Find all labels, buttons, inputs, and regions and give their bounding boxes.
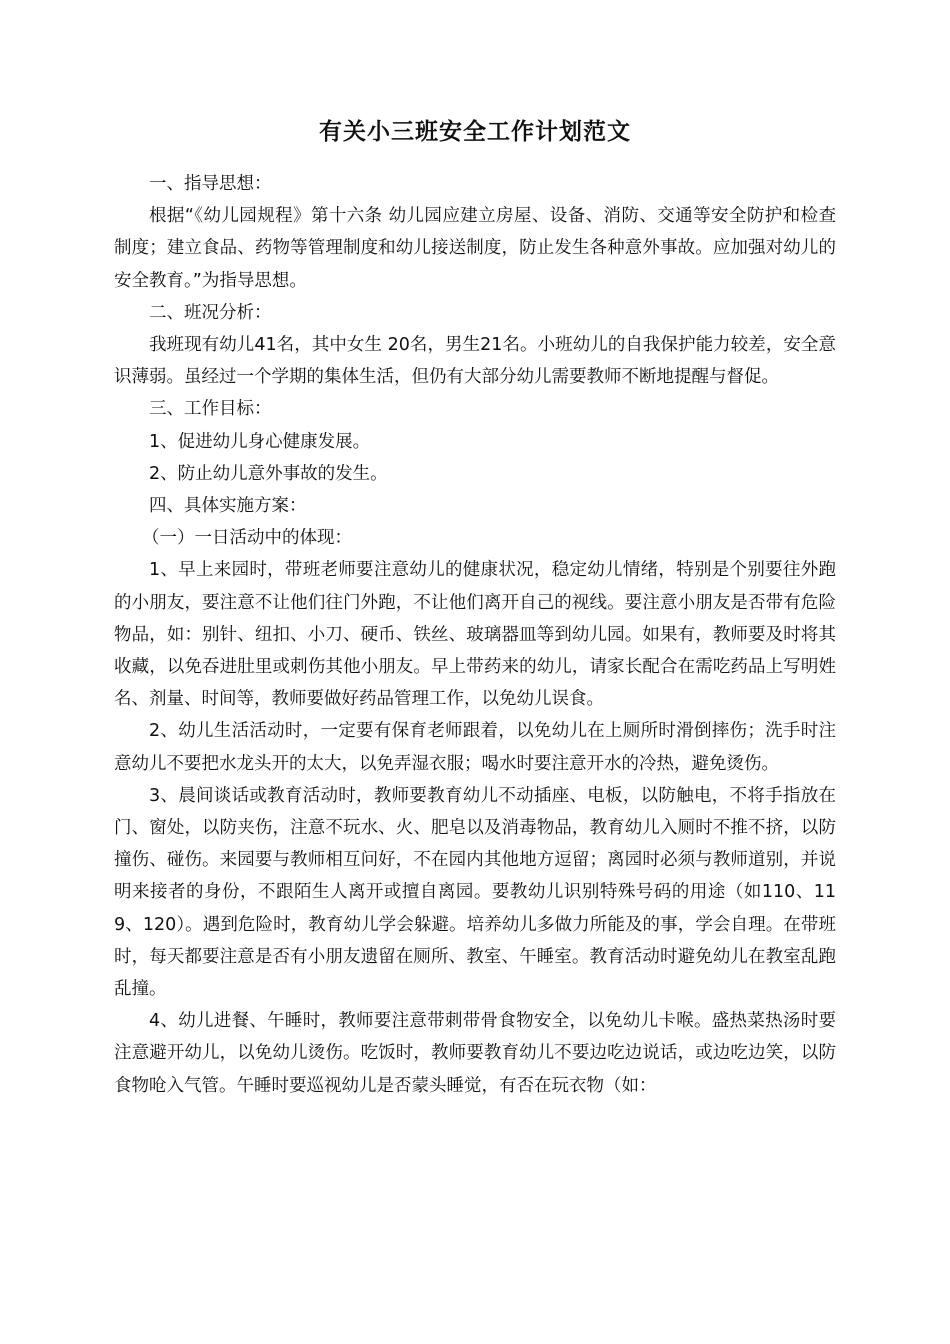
paragraph-item-4-meals-nap: 4、幼儿进餐、午睡时，教师要注意带刺带骨食物安全，以免幼儿卡喉。盛热菜热汤时要注意避开幼儿，以免幼儿烫伤。吃饭时，教师要教育幼儿不要边吃边说话，或边吃边笑，以防食物呛入气管。午睡时要巡视幼儿是否蒙头睡觉，有否在玩衣物（如： [114, 1011, 836, 1096]
section-heading-class-analysis: 二、班况分析： [149, 302, 272, 323]
section-heading-guiding-thought: 一、指导思想： [149, 174, 272, 194]
paragraph-item-1-arrival: 1、早上来园时，带班老师要注意幼儿的健康状况，稳定幼儿情绪，特别是个别要往外跑的小朋友，要注意不让他们往门外跑，不让他们离开自己的视线。要注意小朋友是否带有危险物品，如：别针、纽扣、小刀、硬币、铁丝、玻璃器皿等到幼儿园。如果有，教师要及时将其收藏，以免吞进肚里或刺伤其他小朋友。早上带药来的幼儿，请家长配合在需吃药品上写明姓名、剂量、时间等，教师要做好药品管理工作，以免幼儿误食。 [114, 560, 836, 710]
paragraph-guiding-thought: 根据“《幼儿园规程》第十六条 幼儿园应建立房屋、设备、消防、交通等安全防护和检查制度；建立食品、药物等管理制度和幼儿接送制度，防止发生各种意外事故。应加强对幼儿的安全教育。”为指导思想。 [114, 206, 836, 291]
section-heading-implementation: 四、具体实施方案： [149, 496, 307, 517]
document-title: 有关小三班安全工作计划范文 [319, 119, 631, 145]
document-page [114, 112, 836, 1102]
paragraph-item-2-daily-life: 2、幼儿生活活动时，一定要有保育老师跟着，以免幼儿在上厕所时滑倒摔伤；洗手时注意幼儿不要把水龙头开的太大，以免弄湿衣服；喝水时要注意开水的冷热，避免烫伤。 [114, 721, 836, 774]
section-heading-work-goals: 三、工作目标： [149, 399, 272, 420]
goal-item-2: 2、防止幼儿意外事故的发生。 [149, 463, 388, 484]
goal-item-1: 1、促进幼儿身心健康发展。 [149, 431, 371, 452]
paragraph-item-3-education: 3、晨间谈话或教育活动时，教师要教育幼儿不动插座、电板，以防触电，不将手指放在门、窗处，以防夹伤，注意不玩水、火、肥皂以及消毒物品，教育幼儿入厕时不推不挤，以防撞伤、碰伤。来园要与教师相互问好，不在园内其他地方逗留；离园时必须与教师道别，并说明来接者的身份，不跟陌生人离开或擅自离园。要教幼儿识别特殊号码的用途（如110、119、120）。遇到危险时，教育幼儿学会躲避。培养幼儿多做力所能及的事，学会自理。在带班时，每天都要注意是否有小朋友遗留在厕所、教室、午睡室。教育活动时避免幼儿在教室乱跑乱撞。 [114, 785, 836, 1000]
subsection-heading-daily-activities: （一）一日活动中的体现： [142, 528, 352, 549]
paragraph-class-analysis: 我班现有幼儿41名，其中女生 20名，男生21名。小班幼儿的自我保护能力较差，安全意识薄弱。虽经过一个学期的集体生活，但仍有大部分幼儿需要教师不断地提醒与督促。 [114, 335, 836, 388]
